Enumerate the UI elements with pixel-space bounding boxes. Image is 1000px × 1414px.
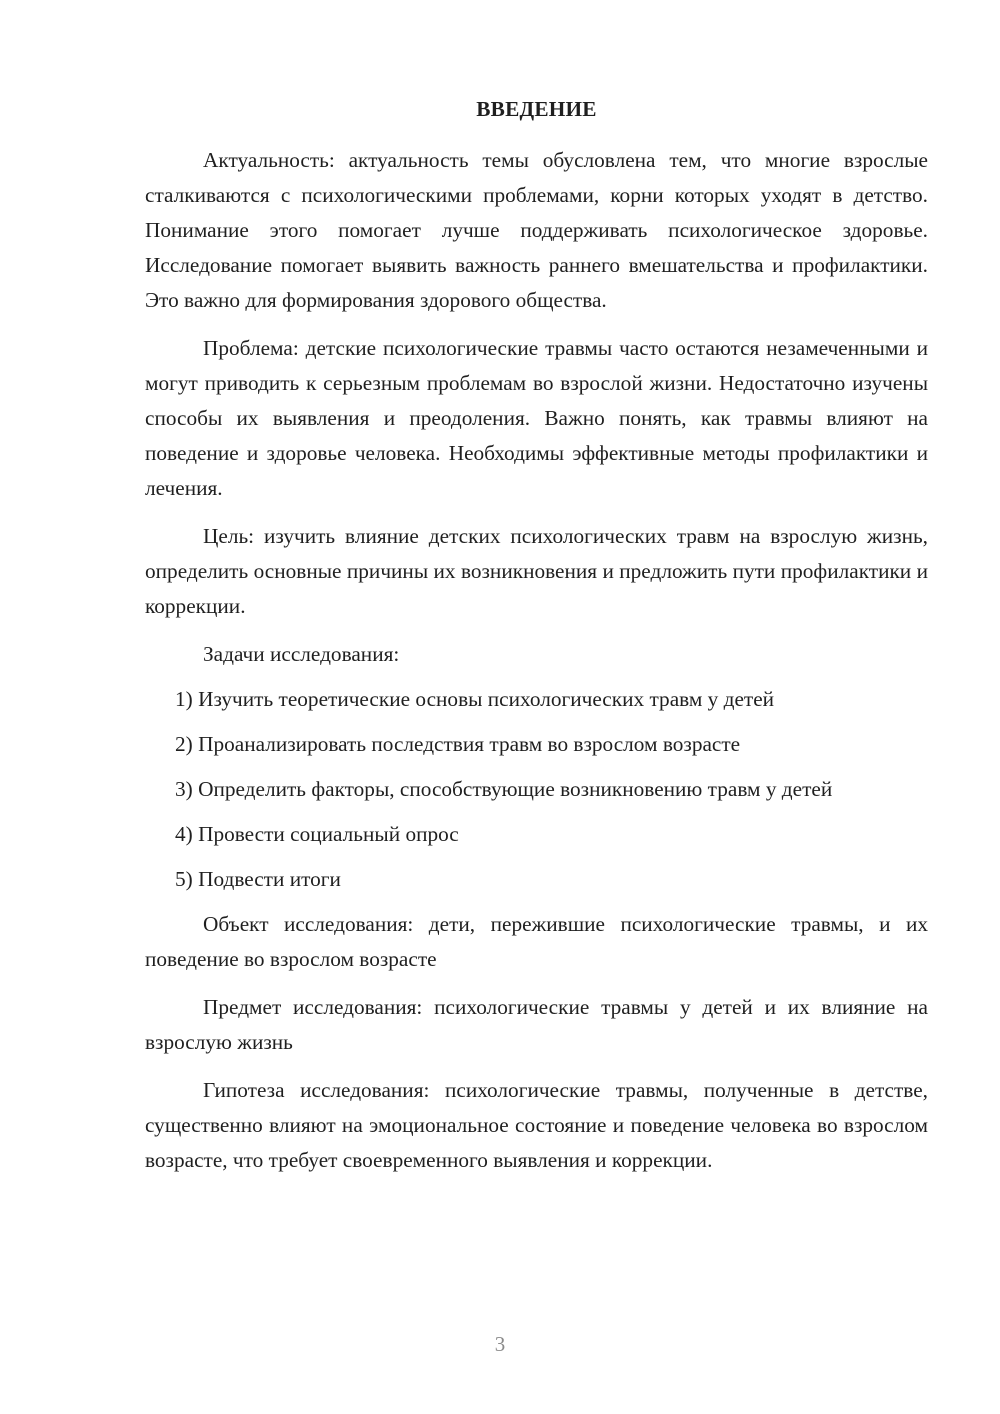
task-item-5: 5) Подвести итоги <box>175 867 341 891</box>
goal-paragraph: Цель: изучить влияние детских психологических травм на взрослую жизнь, определить основные причины их возникновения и предложить пути профилактики и коррекции. <box>145 524 928 618</box>
subject-paragraph: Предмет исследования: психологические травмы у детей и их влияние на взрослую жизнь <box>145 995 928 1054</box>
problem-paragraph: Проблема: детские психологические травмы часто остаются незамеченными и могут приводить к серьезным проблемам во взрослой жизни. Недостаточно изучены способы их выявления и преодоления. Важно понять, как травмы влияют на поведение и здоровье человека. Необходимы эффективные методы профилактики и лечения. <box>145 336 928 500</box>
page-number: 3 <box>494 1332 506 1356</box>
hypothesis-paragraph: Гипотеза исследования: психологические травмы, полученные в детстве, существенно влияют на эмоциональное состояние и поведение человека во взрослом возрасте, что требует своевременного выявления и коррекции. <box>145 1078 928 1172</box>
task-item-3: 3) Определить факторы, способствующие возникновению травм у детей <box>175 777 833 801</box>
object-paragraph: Объект исследования: дети, пережившие психологические травмы, и их поведение во взрослом возрасте <box>145 912 928 971</box>
document-page <box>145 92 928 1191</box>
task-item-4: 4) Провести социальный опрос <box>175 822 459 846</box>
tasks-heading: Задачи исследования: <box>203 642 400 666</box>
section-heading: ВВЕДЕНИЕ <box>476 97 597 121</box>
task-item-2: 2) Проанализировать последствия травм во взрослом возрасте <box>175 732 741 756</box>
relevance-paragraph: Актуальность: актуальность темы обусловлена тем, что многие взрослые сталкиваются с психологическими проблемами, корни которых уходят в детство. Понимание этого помогает лучше поддерживать психологическое здоровье. Исследование помогает выявить важность раннего вмешательства и профилактики. Это важно для формирования здорового общества. <box>145 148 928 312</box>
task-item-1: 1) Изучить теоретические основы психологических травм у детей <box>175 687 775 711</box>
